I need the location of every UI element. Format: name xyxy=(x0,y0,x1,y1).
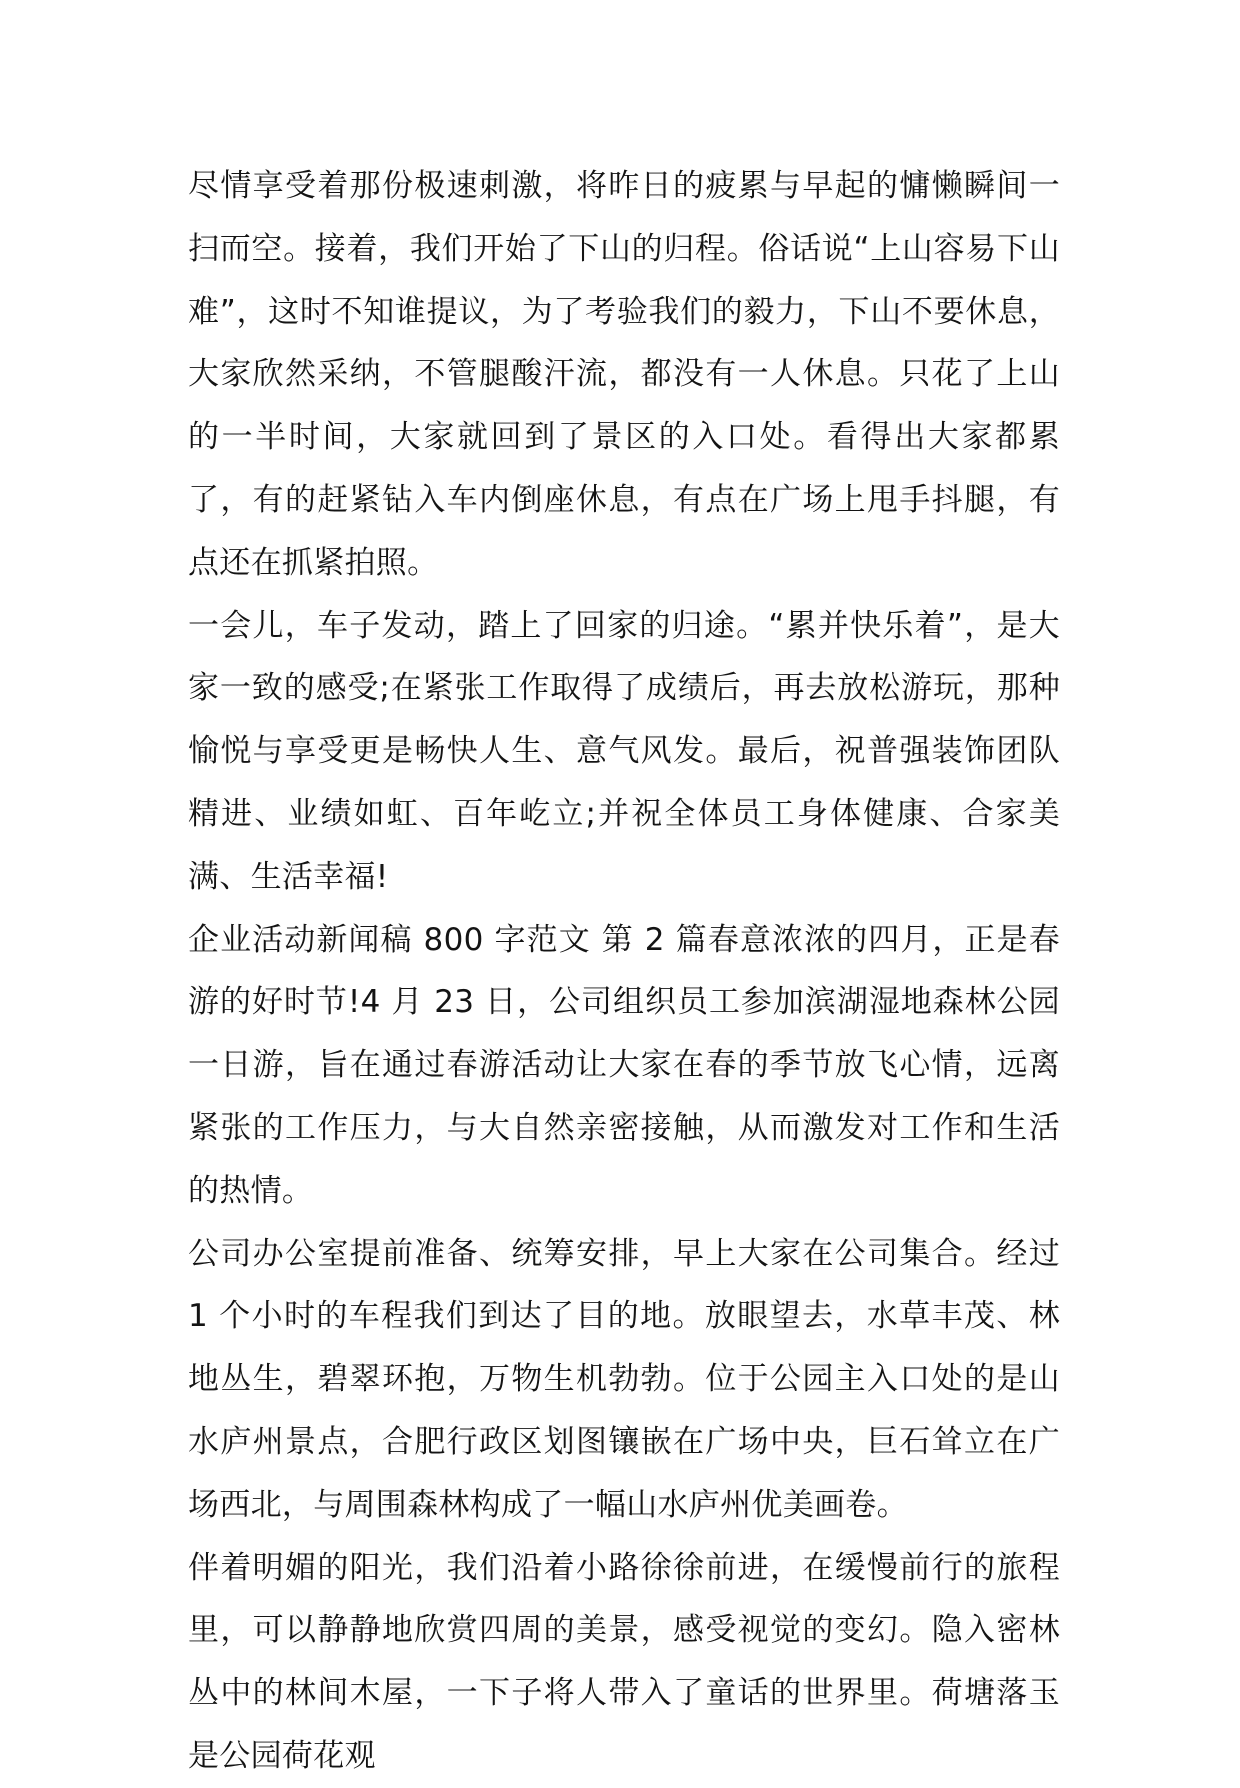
paragraph-5: 伴着明媚的阳光，我们沿着小路徐徐前进，在缓慢前行的旅程里，可以静静地欣赏四周的美景，感受视觉的变幻。隐入密林丛中的林间木屋，一下子将人带入了童话的世界里。荷塘落玉是公园荷花观 xyxy=(188,1549,1060,1774)
paragraph-2: 一会儿，车子发动，踏上了回家的归途。“累并快乐着”，是大家一致的感受;在紧张工作取得了成绩后，再去放松游玩，那种愉悦与享受更是畅快人生、意气风发。最后，祝普强装饰团队精进、业绩如虹、百年屹立;并祝全体员工身体健康、合家美满、生活幸福! xyxy=(188,607,1060,895)
paragraph-4: 公司办公室提前准备、统筹安排，早上大家在公司集合。经过 1 个小时的车程我们到达了目的地。放眼望去，水草丰茂、林地丛生，碧翠环抱，万物生机勃勃。位于公园主入口处的是山水庐州景点，合肥行政区划图镶嵌在广场中央，巨石耸立在广场西北，与周围森林构成了一幅山水庐州优美画卷。 xyxy=(188,1235,1060,1523)
document-body xyxy=(188,155,1060,1788)
paragraph-3: 企业活动新闻稿 800 字范文 第 2 篇春意浓浓的四月，正是春游的好时节!4 月 23 日，公司组织员工参加滨湖湿地森林公园一日游，旨在通过春游活动让大家在春的季节放飞心情，远离紧张的工作压力，与大自然亲密接触，从而激发对工作和生活的热情。 xyxy=(188,921,1060,1209)
paragraph-1: 尽情享受着那份极速刺激，将昨日的疲累与早起的慵懒瞬间一扫而空。接着，我们开始了下山的归程。俗话说“上山容易下山难”，这时不知谁提议，为了考验我们的毅力，下山不要休息，大家欣然采纳，不管腿酸汗流，都没有一人休息。只花了上山的一半时间，大家就回到了景区的入口处。看得出大家都累了，有的赶紧钻入车内倒座休息，有点在广场上甩手抖腿，有点还在抓紧拍照。 xyxy=(188,168,1060,581)
